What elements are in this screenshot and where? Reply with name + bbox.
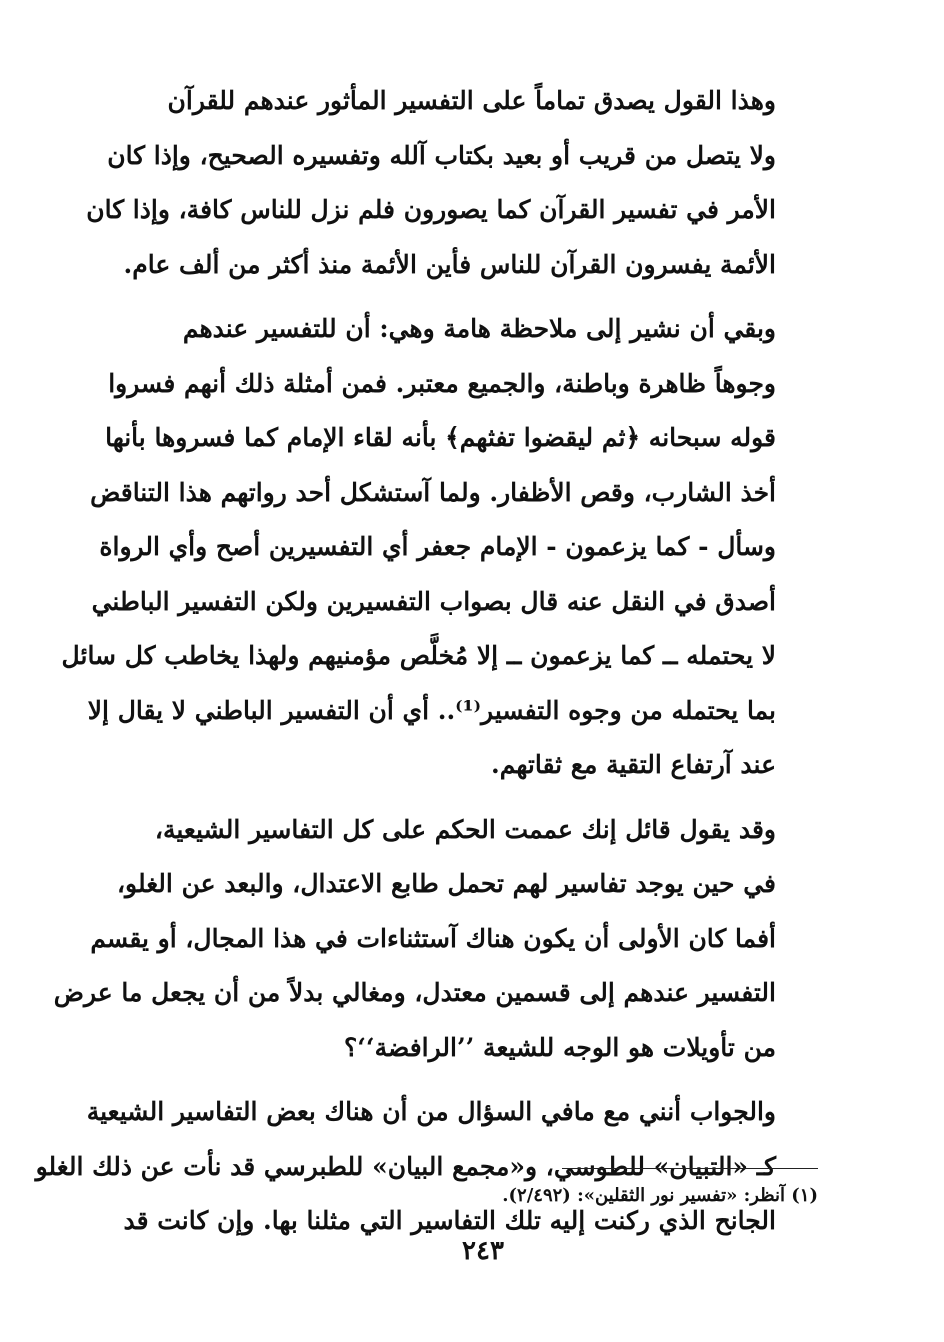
page-number: ٢٤٣ (462, 1236, 504, 1266)
paragraph-1 (86, 74, 818, 292)
text-line: ولا يتصل من قريب أو بعيد بكتاب آلله وتفسيره الصحيح، وإذا كان (107, 140, 776, 170)
text-line: وهذا القول يصدق تماماً على التفسير المأثور عندهم للقرآن (167, 86, 776, 115)
text-line: وبقي أن نشير إلى ملاحظة هامة وهي: أن للتفسير عندهم (182, 314, 776, 343)
text-line: الجانح الذي ركنت إليه تلك التفاسير التي مثلنا بها. وإن كانت قد (123, 1206, 776, 1235)
text-line: من تأويلات هو الوجه للشيعة ’’الرافضة‘‘؟ (343, 1032, 776, 1062)
paragraph-3 (53, 803, 818, 1076)
paragraph-2 (61, 302, 818, 793)
text-line: وسأل - كما يزعمون - الإمام جعفر أي التفسيرين أصح وأي الرواة (99, 532, 776, 561)
text-line: التفسير عندهم إلى قسمين معتدل، ومغالي بدلاً من أن يجعل ما عرض (53, 978, 776, 1007)
footnote-divider (562, 1168, 818, 1169)
paragraph-4 (35, 1085, 818, 1249)
text-line: بما يحتمله من وجوه التفسير⁽¹⁾.. أي أن التفسير الباطني لا يقال إلا (87, 695, 776, 725)
text-line: قوله سبحانه ﴿ثم ليقضوا تفثهم﴾ بأنه لقاء الإمام كما فسروها بأنها (105, 423, 776, 452)
text-line: أخذ الشارب، وقص الأظفار. ولما آستشكل أحد رواتهم هذا التناقض (90, 477, 776, 507)
footnote: (١) آنظر: «تفسير نور الثقلين»: (٢/٤٩٢). (502, 1185, 818, 1206)
text-line: أصدق في النقل عنه قال بصواب التفسيرين ولكن التفسير الباطني (91, 586, 776, 616)
text-line: أفما كان الأولى أن يكون هناك آستثناءات في هذا المجال، أو يقسم (90, 923, 776, 953)
text-line: وقد يقول قائل إنك عممت الحكم على كل التفاسير الشيعية، (154, 814, 776, 844)
text-line: في حين يوجد تفاسير لهم تحمل طابع الاعتدال، والبعد عن الغلو، (116, 869, 776, 898)
text-line: وجوهاً ظاهرة وباطنة، والجميع معتبر. فمن أمثلة ذلك أنهم فسروا (108, 368, 776, 398)
text-line: الأمر في تفسير القرآن كما يصورون فلم نزل للناس كافة، وإذا كان (86, 195, 776, 224)
book-page (35, 74, 818, 1304)
text-line: كـ «التبيان» للطوسي، و«مجمع البيان» للطبرسي قد نأت عن ذلك الغلو (35, 1151, 776, 1181)
text-line: الأئمة يفسرون القرآن للناس فأين الأئمة منذ أكثر من ألف عام. (123, 249, 776, 279)
text-line: والجواب أنني مع مافي السؤال من أن هناك بعض التفاسير الشيعية (86, 1097, 776, 1126)
text-line: لا يحتمله ــ كما يزعمون ــ إلا مُخلَّص مؤمنيهم ولهذا يخاطب كل سائل (61, 641, 776, 670)
text-line: عند آرتفاع التقية مع ثقاتهم. (491, 750, 776, 779)
